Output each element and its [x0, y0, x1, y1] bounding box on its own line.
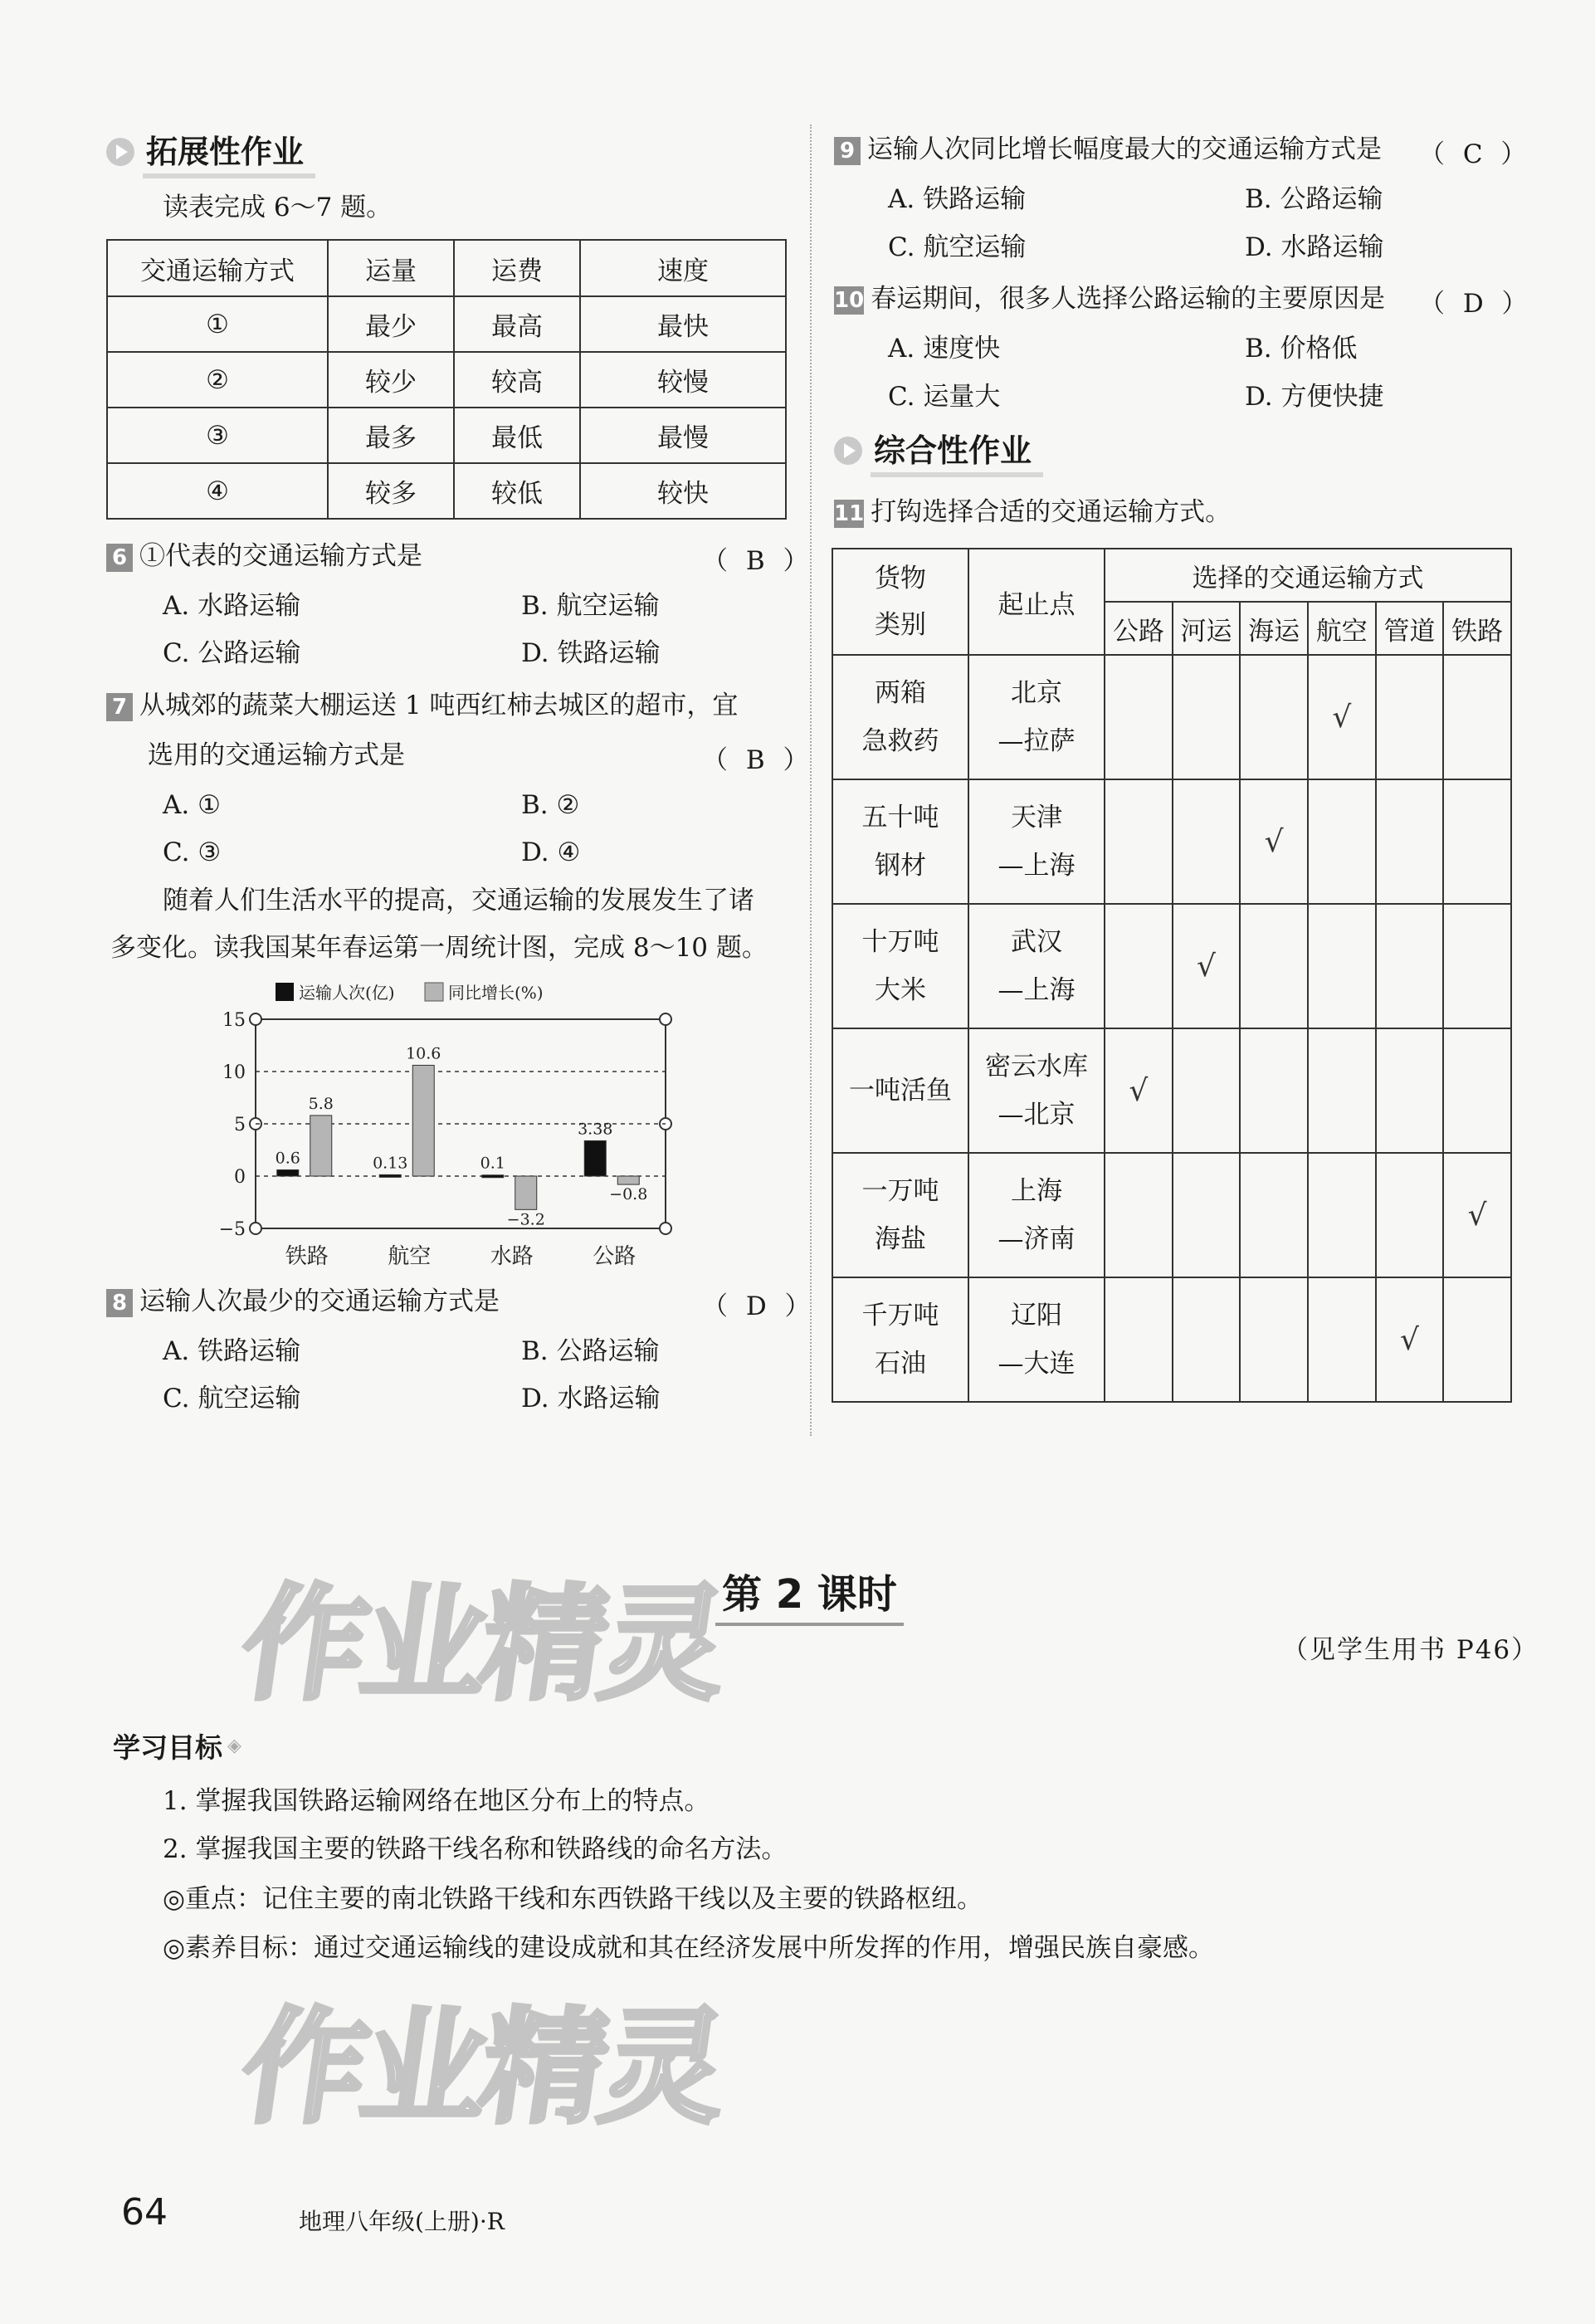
column-divider [810, 124, 812, 1436]
goods-header [832, 549, 968, 655]
check-cell [1443, 655, 1511, 779]
answer: （ D ） [702, 1291, 816, 1321]
goal-item: 1. 掌握我国铁路运输网络在地区分布上的特点。 [163, 1786, 710, 1816]
check-cell [1173, 1028, 1241, 1153]
route-line: 天津 [1011, 803, 1062, 832]
check-cell [1308, 779, 1376, 904]
route-line: 武汉 [1011, 927, 1062, 957]
goods-cell [832, 1277, 968, 1402]
check-cell [1240, 1028, 1308, 1153]
spring-transport-chart [207, 969, 705, 1277]
data-label: 0.13 [373, 1154, 408, 1173]
question-11 [834, 496, 1231, 529]
check-cell [1308, 655, 1376, 779]
check-cell [1308, 1028, 1376, 1153]
question-10 [834, 282, 1385, 315]
table-cell: 最少 [328, 296, 454, 352]
y-tick-label: −5 [218, 1219, 246, 1240]
question-number: 8 [106, 1289, 133, 1317]
route-line: 北京 [1011, 678, 1062, 708]
check-cell [1376, 779, 1444, 904]
x-tick-label: 铁路 [285, 1244, 329, 1269]
route-line: 上海 [1011, 1176, 1062, 1206]
section-title: 拓展性作业 [143, 126, 315, 178]
passage-line: 随着人们生活水平的提高，交通运输的发展发生了诸 [163, 886, 754, 915]
goods-line: 五十吨 [861, 803, 939, 832]
check-cell [1443, 904, 1511, 1028]
question-text: 选用的交通运输方式是 [148, 740, 405, 770]
question-9 [834, 133, 1382, 166]
check-cell [1240, 1153, 1308, 1277]
question-text: 运输人次同比增长幅度最大的交通运输方式是 [867, 134, 1382, 164]
answer: （ B ） [702, 546, 814, 576]
intro-text: 读表完成 6～7 题。 [163, 193, 393, 222]
option: A. 速度快 [888, 334, 1001, 364]
x-tick-label: 水路 [490, 1244, 534, 1269]
route-line: —上海 [997, 975, 1076, 1005]
check-cell [1308, 1277, 1376, 1402]
y-tick-label: 15 [222, 1010, 246, 1031]
route-cell [968, 1028, 1105, 1153]
table-cell: 较快 [580, 463, 786, 519]
goal-item: 2. 掌握我国主要的铁路干线名称和铁路线的命名方法。 [163, 1834, 788, 1864]
question-text: 春运期间，很多人选择公路运输的主要原因是 [871, 284, 1386, 314]
bar-passengers [584, 1140, 606, 1176]
header-cell: 速度 [580, 240, 786, 296]
option: B. 公路运输 [1245, 184, 1383, 214]
route-cell [968, 904, 1105, 1028]
table-cell: ② [107, 352, 328, 408]
route-cell [968, 1277, 1105, 1402]
x-tick-label: 公路 [593, 1244, 637, 1269]
choice-header: 选择的交通运输方式 [1105, 549, 1511, 602]
goods-line: 千万吨 [861, 1301, 939, 1330]
goods-cell [832, 904, 968, 1028]
option: B. 航空运输 [521, 591, 660, 621]
table-row [832, 1028, 1511, 1153]
table-cell: 最多 [328, 408, 454, 463]
check-cell [1105, 779, 1173, 904]
check-cell [1105, 655, 1173, 779]
book-title: 地理八年级(上册)·R [299, 2208, 505, 2235]
mode-header: 航空 [1308, 602, 1376, 655]
answer: （ B ） [702, 745, 814, 775]
table-row [832, 1153, 1511, 1277]
lesson-title: 第 2 课时 [715, 1562, 904, 1626]
option: B. ② [521, 790, 580, 820]
table-cell: ④ [107, 463, 328, 519]
watermark-stamp: 作业精灵 [232, 1573, 732, 1717]
check-mark-icon: √ [1129, 1073, 1149, 1108]
check-cell [1443, 1277, 1511, 1402]
watermark-stamp: 作业精灵 [232, 1996, 732, 2141]
table-cell: ③ [107, 408, 328, 463]
y-tick-label: 5 [234, 1115, 246, 1135]
book-reference: （见学生用书 P46） [1282, 1635, 1539, 1665]
data-label: 0.6 [275, 1149, 300, 1168]
mode-header: 铁路 [1443, 602, 1511, 655]
y-tick-label: 10 [222, 1062, 246, 1083]
route-line: —拉萨 [997, 726, 1076, 756]
data-label: −3.2 [506, 1210, 545, 1229]
transport-choice-table [832, 548, 1512, 1403]
axis-node [660, 1013, 671, 1025]
goods-line: 一吨活鱼 [849, 1076, 952, 1106]
question-8 [106, 1285, 500, 1318]
route-line: —大连 [997, 1349, 1076, 1379]
page-number: 64 [121, 2191, 168, 2234]
check-cell [1308, 904, 1376, 1028]
data-label: 0.1 [480, 1154, 505, 1173]
header-line: 货物 [875, 564, 926, 593]
question-text: 打钩选择合适的交通运输方式。 [871, 497, 1232, 527]
goods-line: 钢材 [875, 851, 926, 881]
data-label: 3.38 [578, 1120, 613, 1139]
question-text: 从城郊的蔬菜大棚运送 1 吨西红柿去城区的超市，宜 [139, 691, 739, 720]
option: D. ④ [521, 837, 581, 867]
arrow-icon [834, 437, 862, 465]
check-cell [1240, 904, 1308, 1028]
option: D. 铁路运输 [521, 638, 661, 668]
check-mark-icon: √ [1467, 1198, 1487, 1233]
table-cell: 最快 [580, 296, 786, 352]
check-cell [1105, 1277, 1173, 1402]
check-cell [1173, 655, 1241, 779]
passage-line: 多变化。读我国某年春运第一周统计图，完成 8～10 题。 [110, 933, 768, 963]
route-line: —北京 [997, 1100, 1076, 1130]
data-label: −0.8 [609, 1185, 648, 1204]
goals-title-text: 学习目标 [113, 1731, 222, 1764]
question-7 [106, 689, 738, 722]
check-cell [1376, 1028, 1444, 1153]
check-cell [1443, 1028, 1511, 1153]
mode-header: 海运 [1240, 602, 1308, 655]
table-cell: 最低 [454, 408, 580, 463]
transport-table [106, 239, 787, 520]
bar-growth [515, 1176, 537, 1209]
route-cell [968, 1153, 1105, 1277]
check-mark-icon: √ [1332, 700, 1352, 735]
bar-passengers [379, 1174, 401, 1177]
goods-cell [832, 779, 968, 904]
table-cell: 较少 [328, 352, 454, 408]
goods-line: 海盐 [875, 1224, 926, 1254]
table-row [832, 779, 1511, 904]
route-line: 密云水库 [985, 1052, 1088, 1081]
axis-node [250, 1013, 261, 1025]
legend-label: 运输人次(亿) [299, 983, 395, 1003]
question-number: 7 [106, 693, 133, 721]
bar-growth [412, 1065, 434, 1176]
header-line: 类别 [875, 610, 926, 640]
route-line: —上海 [997, 851, 1076, 881]
table-cell: 较多 [328, 463, 454, 519]
axis-node [250, 1223, 261, 1234]
route-header: 起止点 [968, 549, 1105, 655]
route-cell [968, 655, 1105, 779]
arrow-icon [106, 138, 134, 166]
check-cell [1105, 1028, 1173, 1153]
header-cell: 运费 [454, 240, 580, 296]
check-cell [1308, 1153, 1376, 1277]
option: C. 航空运输 [163, 1384, 301, 1413]
table-row [832, 1277, 1511, 1402]
table-cell: 最高 [454, 296, 580, 352]
table-row [832, 655, 1511, 779]
diamond-icon: ◈ [227, 1736, 241, 1756]
bar-passengers [277, 1169, 299, 1176]
option: A. 铁路运输 [163, 1336, 301, 1366]
question-6 [106, 540, 422, 573]
check-cell [1173, 904, 1241, 1028]
question-number: 11 [834, 500, 865, 526]
option: D. 水路运输 [521, 1384, 661, 1413]
check-cell [1376, 904, 1444, 1028]
check-cell [1173, 779, 1241, 904]
header-cell: 运量 [328, 240, 454, 296]
axis-node [660, 1223, 671, 1234]
goal-item: ◎素养目标：通过交通运输线的建设成就和其在经济发展中所发挥的作用，增强民族自豪感。 [163, 1933, 1215, 1963]
goods-line: 两箱 [875, 678, 926, 708]
goods-line: 石油 [875, 1349, 926, 1379]
table-cell: ① [107, 296, 328, 352]
check-cell [1240, 1277, 1308, 1402]
check-cell [1105, 1153, 1173, 1277]
mode-header: 河运 [1173, 602, 1241, 655]
check-cell [1105, 904, 1173, 1028]
option: A. 水路运输 [163, 591, 301, 621]
bar-passengers [482, 1175, 504, 1178]
route-line: 辽阳 [1011, 1301, 1062, 1330]
check-cell [1376, 1153, 1444, 1277]
check-cell [1240, 779, 1308, 904]
goal-item: ◎重点：记住主要的南北铁路干线和东西铁路干线以及主要的铁路枢纽。 [163, 1884, 983, 1914]
x-tick-label: 航空 [388, 1244, 432, 1269]
answer: （ C ） [1419, 139, 1532, 169]
check-cell [1376, 1277, 1444, 1402]
table-row [832, 904, 1511, 1028]
legend-label: 同比增长(%) [448, 983, 544, 1003]
question-text: ①代表的交通运输方式是 [139, 541, 422, 571]
extension-homework-header [106, 129, 315, 175]
table-cell: 较低 [454, 463, 580, 519]
table-cell: 较慢 [580, 352, 786, 408]
table-cell: 较高 [454, 352, 580, 408]
bar-growth [617, 1176, 639, 1184]
learning-goals-title [113, 1726, 241, 1765]
goods-cell [832, 655, 968, 779]
goods-line: 十万吨 [861, 927, 939, 957]
check-cell [1240, 655, 1308, 779]
goods-line: 急救药 [861, 726, 939, 756]
route-cell [968, 779, 1105, 904]
route-line: —济南 [997, 1224, 1076, 1254]
check-cell [1443, 1153, 1511, 1277]
mode-header: 公路 [1105, 602, 1173, 655]
data-label: 5.8 [308, 1094, 334, 1113]
mode-header: 管道 [1376, 602, 1444, 655]
question-number: 9 [834, 137, 861, 165]
goods-line: 大米 [875, 975, 926, 1005]
option: B. 价格低 [1245, 334, 1358, 364]
comprehensive-homework-header [834, 427, 1043, 474]
check-cell [1173, 1277, 1241, 1402]
option: D. 方便快捷 [1245, 382, 1384, 412]
option: C. 运量大 [888, 382, 1001, 412]
check-mark-icon: √ [1399, 1322, 1419, 1357]
option: C. 航空运输 [888, 232, 1027, 262]
option: C. 公路运输 [163, 638, 301, 668]
answer: （ D ） [1419, 289, 1533, 319]
check-mark-icon: √ [1197, 949, 1216, 984]
header-cell: 交通运输方式 [107, 240, 328, 296]
goods-line: 一万吨 [861, 1176, 939, 1206]
question-text: 运输人次最少的交通运输方式是 [139, 1286, 500, 1316]
section-title: 综合性作业 [871, 425, 1043, 477]
legend-swatch [425, 983, 443, 1001]
goods-cell [832, 1028, 968, 1153]
goods-cell [832, 1153, 968, 1277]
check-mark-icon: √ [1264, 824, 1284, 859]
option: A. ① [163, 790, 221, 820]
check-cell [1173, 1153, 1241, 1277]
check-cell [1376, 655, 1444, 779]
table-cell: 最慢 [580, 408, 786, 463]
y-tick-label: 0 [234, 1167, 246, 1188]
option: B. 公路运输 [521, 1336, 660, 1366]
bar-growth [310, 1116, 332, 1176]
check-cell [1443, 779, 1511, 904]
option: A. 铁路运输 [888, 184, 1027, 214]
data-label: 10.6 [406, 1044, 441, 1063]
option: D. 水路运输 [1245, 232, 1384, 262]
option: C. ③ [163, 837, 222, 867]
question-number: 6 [106, 544, 133, 572]
legend-swatch [276, 983, 294, 1001]
question-number: 10 [834, 287, 865, 313]
